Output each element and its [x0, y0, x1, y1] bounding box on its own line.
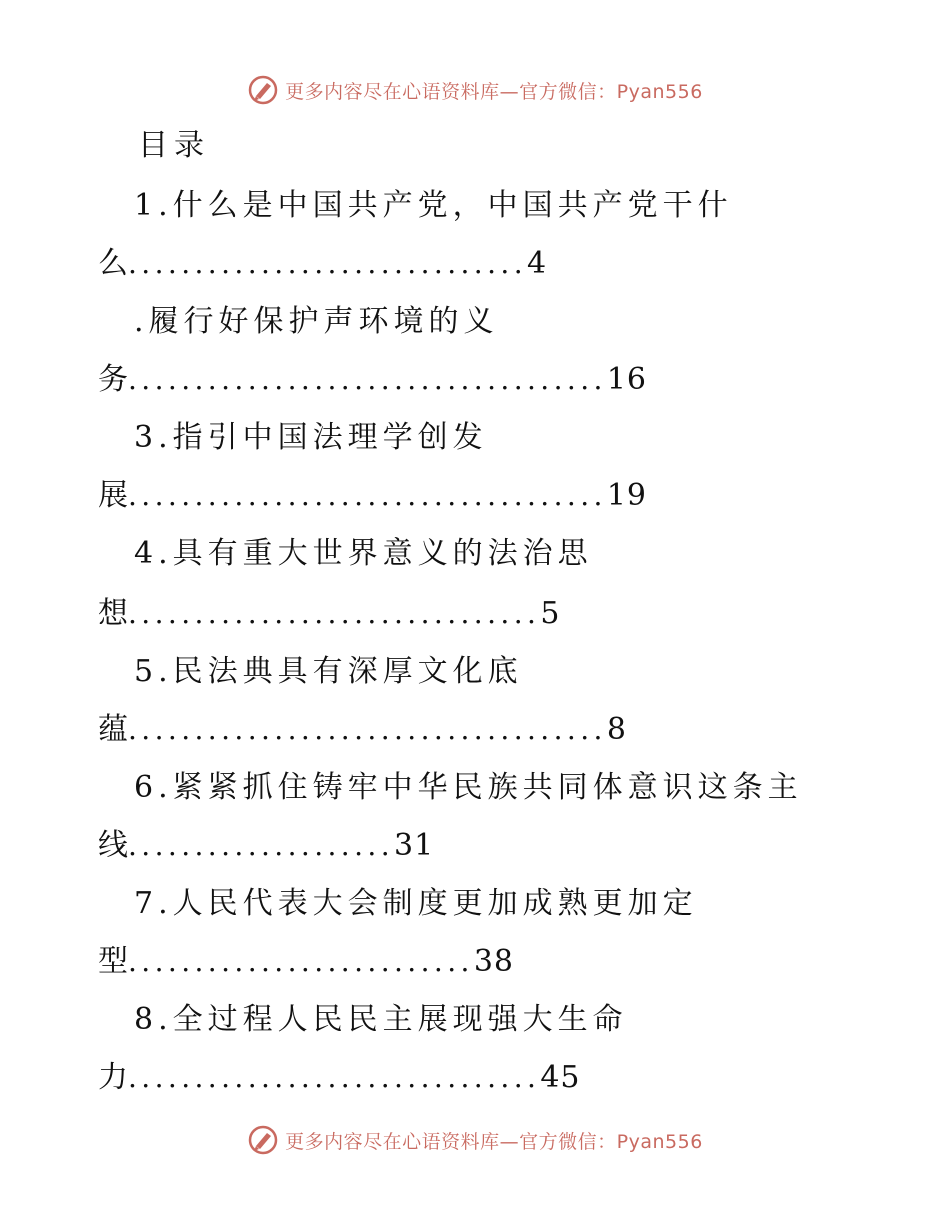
toc-entry-tail: 线: [98, 828, 128, 863]
toc-entry-tail: 蕴: [98, 712, 128, 747]
toc-entry-7-title: 7.人民代表大会制度更加成熟更加定: [134, 886, 698, 921]
toc-entry-6-title: 6.紧紧抓住铸牢中华民族共同体意识这条主: [134, 770, 803, 805]
header-banner-text: 更多内容尽在心语资料库—官方微信：Pyan556: [285, 80, 703, 103]
toc-entry-tail: 展: [98, 478, 128, 513]
footer-banner-text: 更多内容尽在心语资料库—官方微信：Pyan556: [285, 1130, 703, 1153]
toc-entry-tail: 力: [98, 1060, 128, 1095]
toc-dot-leader: ....................................: [128, 713, 607, 746]
toc-page-number: 8: [606, 712, 627, 747]
toc-dot-leader: ..........................: [128, 945, 474, 978]
toc-entry-3-title: 3.指引中国法理学创发: [134, 420, 488, 455]
toc-entry-6-leader: [98, 822, 434, 870]
footer-banner: [0, 1118, 950, 1162]
toc-entry-1-title: 1.什么是中国共产党，中国共产党干什: [134, 188, 733, 223]
toc-entry-8-leader: [98, 1054, 581, 1102]
toc-page-number: 5: [540, 596, 561, 631]
toc-entry-2-leader: [98, 356, 647, 404]
toc-page-number: 19: [606, 478, 648, 513]
toc-page-number: 16: [606, 362, 648, 397]
toc-entry-8-title: 8.全过程人民民主展现强大生命: [134, 1002, 628, 1037]
toc-entry-4-leader: [98, 590, 560, 638]
toc-entry-5-title: 5.民法典具有深厚文化底: [134, 654, 523, 689]
toc-entry-1-leader: [98, 240, 547, 288]
toc-dot-leader: ....................: [128, 829, 395, 862]
pen-nib-logo-icon: [247, 1124, 279, 1156]
toc-entry-tail: 务: [98, 362, 128, 397]
toc-entry-3-leader: [98, 472, 647, 520]
toc-dot-leader: ....................................: [128, 479, 607, 512]
toc-page-number: 45: [540, 1060, 581, 1095]
toc-entry-7-leader: [98, 938, 514, 986]
toc-entry-tail: 型: [98, 944, 128, 979]
toc-page-number: 4: [527, 246, 548, 281]
toc-dot-leader: ....................................: [128, 363, 607, 396]
toc-page-number: 38: [473, 944, 514, 979]
toc-entry-5-leader: [98, 706, 627, 754]
toc-dot-leader: ...............................: [128, 597, 541, 630]
toc-entry-4-title: 4.具有重大世界意义的法治思: [134, 536, 593, 571]
toc-title: 目录: [138, 128, 210, 163]
toc-entry-tail: 想: [98, 596, 128, 631]
toc-page-number: 31: [394, 828, 435, 863]
toc-entry-tail: 么: [98, 246, 128, 281]
toc-entry-2-title: .履行好保护声环境的义: [134, 304, 499, 339]
toc-dot-leader: ..............................: [128, 247, 528, 280]
toc-dot-leader: ...............................: [128, 1061, 541, 1094]
